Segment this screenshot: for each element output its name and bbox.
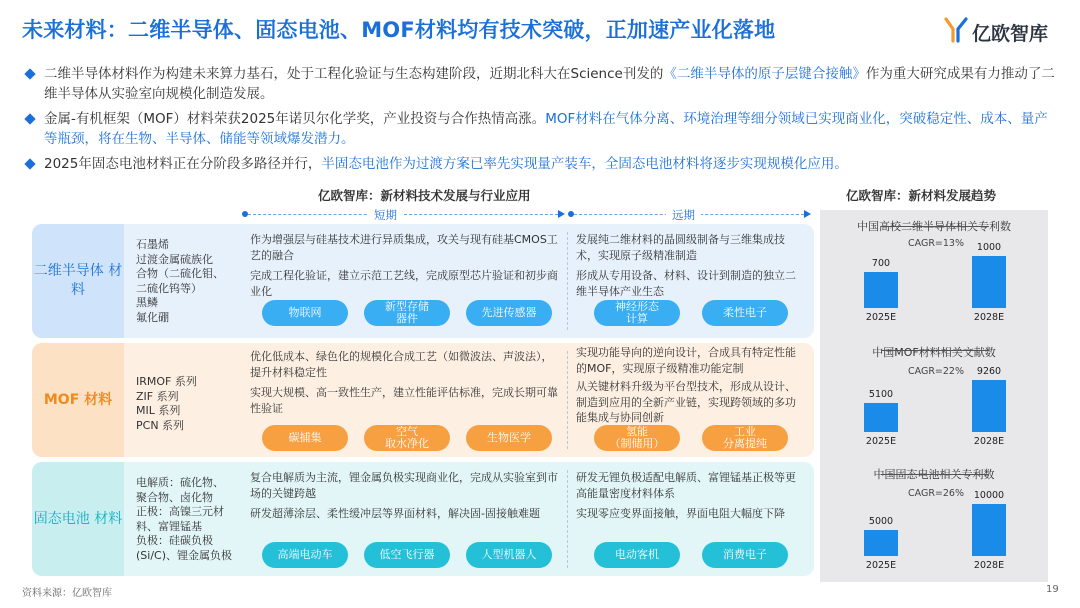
- materials-list: IRMOF 系列 ZIF 系列 MIL 系列 PCN 系列: [136, 375, 197, 432]
- category-label: 2025E: [865, 312, 897, 323]
- app-pill: 碳捕集: [262, 425, 348, 451]
- bar-value-label: 9260: [976, 366, 1002, 377]
- cagr-label: CAGR=13%: [908, 238, 965, 249]
- cagr-label: CAGR=26%: [908, 488, 965, 499]
- bullet-2: [26, 109, 1056, 149]
- phase-long-label: 远期: [666, 207, 701, 223]
- bar-value-label: 5100: [868, 389, 894, 400]
- app-pill: 新型存储 器件: [364, 300, 450, 326]
- bar-2028E: [972, 504, 1006, 556]
- category-label: 2025E: [865, 560, 897, 571]
- trend-panel: [820, 210, 1048, 582]
- brand-logo: [944, 16, 1064, 46]
- app-pill: 生物医学: [466, 425, 552, 451]
- materials-list: 石墨烯 过渡金属硫族化 合物（二硫化钼、 二硫化钨等） 黑鳞 氟化硼: [136, 238, 224, 324]
- app-pill: 氢能 （制储用）: [594, 425, 680, 451]
- category-label: 2028E: [973, 436, 1005, 447]
- row-mof: [32, 343, 814, 457]
- long-term-desc: 研发无锂负极适配电解质、富锂锰基正极等更高能量密度材料体系 实现零应变界面接触，界面电阻大幅度下降: [576, 471, 796, 520]
- bullet-text: 2025年固态电池材料正在分阶段多路径并行，: [44, 156, 322, 172]
- bar-value-label: 5000: [868, 516, 894, 527]
- bullet-3: [26, 154, 1056, 174]
- timeline-arrow-icon: [804, 210, 811, 218]
- app-pill: 柔性电子: [702, 300, 788, 326]
- left-section-title: 亿欧智库：新材料技术发展与行业应用: [318, 188, 531, 203]
- category-label: 2025E: [865, 436, 897, 447]
- bar-2025E: [864, 403, 898, 432]
- long-term-desc: 发展纯二维材料的晶圆级制备与三维集成技术，实现原子级精准制造 形成从专用设备、材料、设计到制造的独立二维半导体产业生态: [576, 233, 796, 298]
- app-pill: 神经形态 计算: [594, 300, 680, 326]
- bullet-text: 金属-有机框架（MOF）材料荣获2025年诺贝尔化学奖，产业投资与合作热情高涨。: [44, 111, 546, 127]
- bar-2025E: [864, 530, 898, 556]
- bullet-text: 二维半导体材料作为构建未来算力基石，处于工程化验证与生态构建阶段，近期北科大在Science刊发的: [44, 66, 664, 82]
- logo-text: 亿欧智库: [972, 23, 1049, 45]
- page-title: 未来材料：二维半导体、固态电池、MOF材料均有技术突破，正加速产业化落地: [22, 18, 776, 42]
- short-term-desc: 复合电解质为主流，锂金属负极实现商业化，完成从实验室到市场的关键跨越 研发超薄涂层、柔性缓冲层等界面材料，解决固-固接触难题: [250, 471, 558, 520]
- long-term-desc: 实现功能导向的逆向设计，合成具有特定性能的MOF，实现原子级精准功能定制 从关键材料升级为平台型技术，形成从设计、制造到应用的全新产业链，实现跨领域的多功能集成与协同创新: [576, 346, 796, 424]
- app-pill: 物联网: [262, 300, 348, 326]
- row-2d-semiconductor: [32, 224, 814, 338]
- bar-value-label: 10000: [973, 490, 1005, 501]
- source-note: 资料来源：亿欧智库: [22, 588, 112, 599]
- app-pill: 低空飞行器: [364, 542, 450, 568]
- bar-2025E: [864, 272, 898, 308]
- category-label: 2028E: [973, 560, 1005, 571]
- short-term-desc: 优化低成本、绿色化的规模化合成工艺（如微波法、声波法），提升材料稳定性 实现大规模、高一致性生产，建立性能评估标准，完成长期可靠性验证: [250, 350, 558, 415]
- app-pill: 消费电子: [702, 542, 788, 568]
- category-label: 2028E: [973, 312, 1005, 323]
- cagr-connector: [881, 350, 989, 351]
- bullet-1: [26, 64, 1056, 104]
- app-pill: 工业 分离提纯: [702, 425, 788, 451]
- trend-chart-battery-patents: [820, 458, 1048, 582]
- short-term-desc: 作为增强层与硅基技术进行异质集成，攻关与现有硅基CMOS工艺的融合 完成工程化验证，建立示范工艺线，完成原型芯片验证和初步商业化: [250, 233, 558, 298]
- diamond-bullet-icon: [24, 113, 35, 124]
- page-number: 19: [1046, 584, 1059, 595]
- diamond-bullet-icon: [24, 158, 35, 169]
- row-name: MOF 材料: [32, 343, 124, 457]
- phase-short: [242, 207, 567, 223]
- cagr-connector: [881, 226, 989, 227]
- bullet-highlight: 《二维半导体的原子层键合接触》: [663, 66, 866, 82]
- bullet-highlight: 半固态电池作为过渡方案已率先实现量产装车，全固态电池材料将逐步实现规模化应用。: [321, 156, 848, 172]
- app-pill: 人型机器人: [466, 542, 552, 568]
- trend-chart-2d-patents: [820, 210, 1048, 334]
- phase-long: [568, 207, 812, 223]
- bullet-highlight: MOF材料在气体分离、环境治理等细分领域已实现商业化，突破稳定性、成本、量产等瓶颈，将在生物、半导体、储能等领域爆发潜力。: [44, 111, 1048, 147]
- app-pill: 空气 取水净化: [364, 425, 450, 451]
- app-pill: 电动客机: [594, 542, 680, 568]
- chart-title: 中国固态电池相关专利数: [873, 468, 995, 481]
- right-section-title: 亿欧智库：新材料发展趋势: [846, 188, 997, 203]
- app-pill: 先进传感器: [466, 300, 552, 326]
- bar-2028E: [972, 380, 1006, 432]
- logo-mark-icon: [944, 16, 970, 44]
- timeline-arrow-icon: [558, 210, 565, 218]
- bar-value-label: 1000: [976, 242, 1002, 253]
- diamond-bullet-icon: [24, 68, 35, 79]
- row-name: 二维半导体 材料: [32, 224, 124, 338]
- app-pill: 高端电动车: [262, 542, 348, 568]
- chart-title: 中国MOF材料相关文献数: [872, 346, 996, 359]
- row-name: 固态电池 材料: [32, 462, 124, 576]
- bar-value-label: 700: [871, 258, 891, 269]
- phase-short-label: 短期: [368, 207, 403, 223]
- trend-chart-mof-papers: [820, 334, 1048, 458]
- row-solid-state-battery: [32, 462, 814, 576]
- cagr-label: CAGR=22%: [908, 366, 965, 377]
- chart-title: 中国高校二维半导体相关专利数: [857, 220, 1011, 233]
- materials-list: 电解质：硫化物、 聚合物、卤化物 正极：高镍三元材 料、富锂锰基 负极：硅碳负极 (Si/C)、锂金属负极: [136, 476, 233, 562]
- bar-2028E: [972, 256, 1006, 308]
- bullet-text: 作为重大研究成果有力推动了二维半导体从实验室向规模化制造发展。: [44, 66, 1055, 102]
- cagr-connector: [881, 474, 989, 475]
